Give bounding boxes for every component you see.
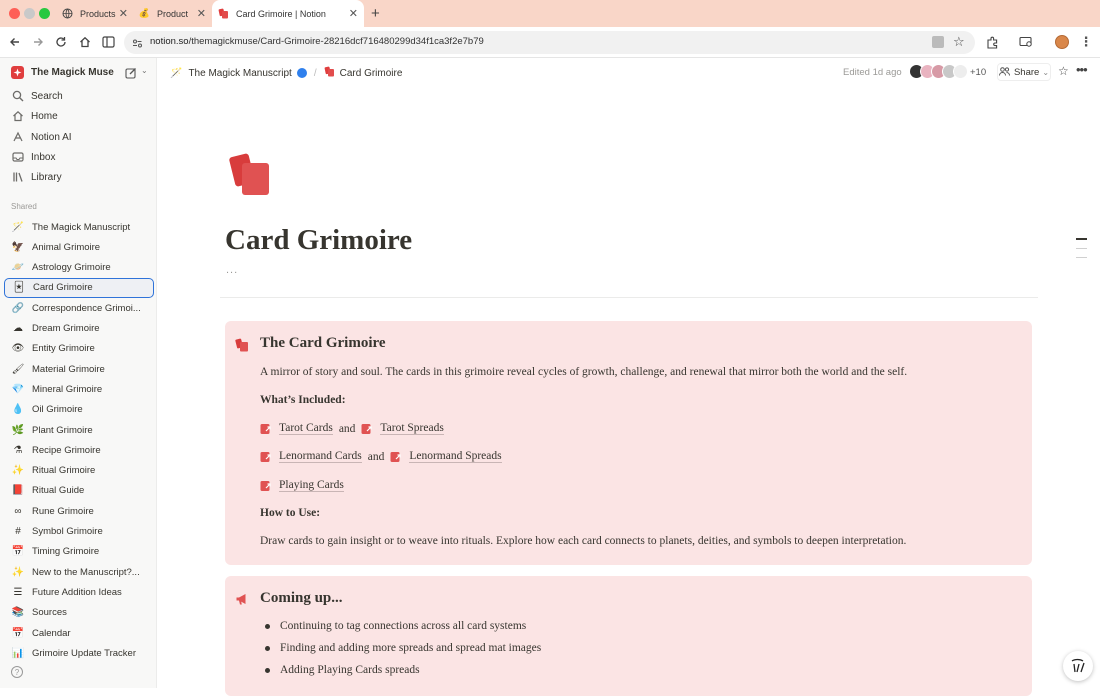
sidebar-page-item[interactable] [11, 461, 153, 481]
collaborators-more-count[interactable]: +10 [970, 67, 987, 78]
sidebar-page-label: Oil Grimoire [32, 404, 83, 416]
bullet-dot [265, 624, 270, 629]
page-cards-icon[interactable] [229, 152, 273, 196]
list-item-text: Adding Playing Cards spreads [280, 664, 420, 676]
sidebar-page-label: Card Grimoire [33, 282, 93, 294]
page-link-tarot-spreads[interactable] [361, 422, 443, 435]
page-icon: ∞ [14, 505, 22, 517]
money-bag-icon: 💰 [138, 8, 151, 18]
wand-icon: 🪄 [170, 67, 183, 79]
browser-tab-card-grimoire[interactable] [212, 0, 364, 27]
page-icon: 🌿 [11, 424, 25, 436]
link-text: Tarot Spreads [380, 422, 444, 434]
sidebar-page-label: Material Grimoire [32, 363, 105, 375]
favorite-star-icon[interactable]: ☆ [1058, 64, 1069, 78]
library-icon [11, 170, 25, 184]
collaborator-avatars[interactable] [909, 64, 968, 80]
included-row [260, 479, 344, 492]
sidebar-page-label: Astrology Grimoire [32, 262, 111, 274]
breadcrumb-current[interactable]: Card Grimoire [339, 67, 403, 79]
sidebar-page-label: Timing Grimoire [32, 546, 100, 558]
callout-intro-text: A mirror of story and soul. The cards in this grimoire reveal cycles of growth, challenge, and renewal that mirror both the world and the self. [260, 366, 908, 378]
new-tab-icon[interactable]: + [371, 5, 380, 22]
cards-icon [235, 338, 249, 352]
sidebar-page-item[interactable] [11, 623, 153, 643]
sidebar-page-label: Grimoire Update Tracker [32, 647, 137, 659]
sidebar-page-item[interactable] [11, 400, 153, 420]
browser-tab-bar [0, 0, 1100, 27]
bookmark-star-icon[interactable]: ☆ [953, 34, 965, 49]
page-icon: 💧 [11, 404, 25, 416]
page-icon: ⚗ [13, 444, 23, 456]
page-link-lenormand-cards[interactable] [260, 450, 362, 463]
back-arrow-icon[interactable] [7, 34, 23, 50]
sidebar-page-item[interactable] [11, 217, 153, 237]
sidebar-page-item[interactable] [11, 258, 153, 278]
cards-icon [218, 8, 229, 19]
toc-indicator[interactable] [1076, 248, 1087, 249]
avatar [953, 64, 968, 79]
share-button[interactable] [997, 63, 1051, 81]
zoom-window-button[interactable] [39, 8, 50, 19]
page-icon: 💎 [11, 383, 25, 395]
divider [220, 297, 1038, 298]
sidebar-page-item[interactable] [11, 440, 153, 460]
tab-label: Products [80, 8, 116, 19]
conjunction-text: and [338, 422, 356, 435]
link-text: Playing Cards [279, 479, 344, 491]
sidebar-page-item[interactable] [11, 562, 153, 582]
globe-icon [62, 8, 73, 19]
linked-page-icon [260, 451, 272, 463]
link-text: Lenormand Spreads [409, 450, 502, 462]
sidebar-page-label: New to the Manuscript?... [32, 566, 140, 578]
close-tab-icon[interactable]: ✕ [348, 8, 358, 20]
sidebar-page-item[interactable] [11, 298, 153, 318]
callout-heading: The Card Grimoire [260, 335, 386, 351]
more-options-icon[interactable]: ••• [1076, 62, 1087, 77]
sidebar-page-label: The Magick Manuscript [32, 221, 131, 233]
home-icon[interactable] [77, 34, 93, 50]
list-item-text: Finding and adding more spreads and spread mat images [280, 642, 542, 654]
howto-heading: How to Use: [260, 507, 321, 519]
page-icon: 🃏 [13, 282, 25, 294]
url-text [150, 36, 484, 47]
verified-badge-icon [297, 68, 307, 78]
link-text: Tarot Cards [279, 422, 333, 434]
sidebar-item-label: Home [31, 110, 58, 122]
sidebar-item-search[interactable] [11, 87, 63, 105]
bullet-dot [265, 646, 270, 651]
page-link-tarot-cards[interactable] [260, 422, 333, 435]
sidebar-page-item[interactable] [11, 359, 153, 379]
list-item-text: Continuing to tag connections across all card systems [280, 620, 527, 632]
sidebar-page-label: Ritual Guide [32, 485, 85, 497]
sidebar-page-label: Mineral Grimoire [32, 383, 103, 395]
sidebar-page-item[interactable] [11, 319, 153, 339]
sidebar-page-label: Future Addition Ideas [32, 586, 122, 598]
help-icon[interactable]: ? [11, 666, 23, 678]
sidebar-page-item[interactable] [11, 582, 153, 602]
sidebar-page-item[interactable] [11, 379, 153, 399]
sidebar-page-item[interactable] [11, 237, 153, 257]
browser-toolbar [0, 27, 1100, 58]
page-icon: ☁ [13, 323, 23, 334]
url-path: /themagickmuse/Card-Grimoire-28216dcf716480299d34f1ca3f2e7b79 [188, 36, 484, 47]
url-host: notion.so [150, 36, 189, 47]
sidebar-page-item[interactable] [11, 542, 153, 562]
chevron-down-icon: ⌄ [1042, 67, 1050, 77]
sidebar-page-label: Recipe Grimoire [32, 444, 101, 456]
sidebar-page-item[interactable] [11, 420, 153, 440]
page-icon: 🔗 [11, 302, 25, 314]
link-text: Lenormand Cards [279, 450, 362, 462]
close-window-button[interactable] [9, 8, 20, 19]
page-icon: 👁 [11, 343, 25, 355]
reload-icon[interactable] [53, 34, 69, 50]
section-label-shared: Shared [11, 202, 37, 211]
browser-tab-products[interactable] [56, 0, 134, 27]
page-extension-icon[interactable] [932, 36, 944, 48]
page-icon: 📊 [11, 647, 25, 659]
new-page-compose-icon[interactable] [125, 66, 137, 84]
cards-icon [324, 66, 335, 80]
sidebar-page-label: Entity Grimoire [32, 343, 95, 355]
page-topbar [157, 58, 1100, 86]
callout-card-grimoire [225, 321, 1032, 565]
sidebar-item-inbox[interactable] [11, 148, 55, 166]
page-icon: ✨ [11, 566, 25, 578]
linked-page-icon [260, 423, 272, 435]
sidebar-item-label: Notion AI [31, 131, 72, 143]
toc-indicator[interactable] [1076, 238, 1087, 240]
sidebar-page-label: Correspondence Grimoi... [32, 302, 141, 314]
page-icon: 🪐 [11, 262, 25, 274]
tab-label: Card Grimoire | Notion [236, 8, 326, 19]
linked-page-icon [260, 480, 272, 492]
sidebar-page-item[interactable] [11, 522, 153, 542]
page-icon: 🖌 [11, 363, 25, 375]
workspace-logo-icon [11, 66, 24, 79]
sidebar-toggle-icon[interactable] [100, 34, 116, 50]
sidebar-page-item[interactable] [4, 278, 154, 298]
sidebar-page-label: Ritual Grimoire [32, 465, 96, 477]
close-tab-icon[interactable]: ✕ [118, 8, 128, 20]
included-row [260, 422, 444, 435]
workspace-switcher[interactable] [11, 66, 114, 79]
page-icon: 📕 [11, 485, 25, 497]
sidebar-page-item[interactable] [11, 339, 153, 359]
sidebar-item-home[interactable] [11, 107, 58, 125]
page-icon: 📅 [11, 627, 25, 639]
page-icon: # [15, 526, 21, 537]
workspace-name: The Magick Muse [31, 67, 114, 78]
search-icon [11, 89, 25, 103]
home-icon [11, 109, 25, 123]
sidebar-page-item[interactable] [11, 501, 153, 521]
browser-tab-product[interactable] [134, 0, 212, 27]
people-icon [999, 67, 1010, 78]
linked-page-icon [390, 451, 402, 463]
breadcrumb [170, 66, 402, 80]
page-icon: ✨ [11, 465, 25, 477]
browser-menu-icon[interactable]: ⋮ [1079, 34, 1093, 49]
conjunction-text: and [367, 450, 385, 463]
breadcrumb-separator: / [313, 67, 317, 79]
sidebar-page-item[interactable] [11, 643, 153, 663]
sidebar-page-label: Rune Grimoire [32, 505, 94, 517]
page-icon: 📚 [11, 607, 25, 619]
sidebar-item-label: Library [31, 171, 62, 183]
toc-indicator[interactable] [1076, 257, 1087, 258]
list-item [265, 642, 541, 654]
notion-sidebar [0, 58, 157, 688]
extensions-puzzle-icon[interactable] [984, 34, 1000, 50]
list-item [265, 664, 420, 676]
sidebar-page-label: Symbol Grimoire [32, 526, 103, 537]
sidebar-page-label: Plant Grimoire [32, 424, 93, 436]
sidebar-item-label: Inbox [31, 151, 56, 163]
bullet-dot [265, 668, 270, 673]
callout-heading: Coming up... [260, 590, 343, 606]
sidebar-page-label: Dream Grimoire [32, 323, 100, 334]
megaphone-icon [235, 592, 249, 606]
sidebar-item-notion-ai[interactable] [11, 128, 72, 146]
included-heading: What’s Included: [260, 394, 346, 406]
sidebar-page-label: Calendar [32, 627, 71, 639]
inbox-icon [11, 150, 25, 164]
minimize-window-button[interactable] [24, 8, 35, 19]
edited-timestamp: Edited 1d ago [843, 67, 902, 78]
sidebar-item-library[interactable] [11, 168, 62, 186]
forward-arrow-icon[interactable] [30, 34, 46, 50]
site-settings-icon[interactable] [132, 36, 143, 54]
notion-ai-floating-button[interactable] [1063, 651, 1093, 681]
close-tab-icon[interactable]: ✕ [196, 8, 206, 20]
ai-icon [11, 130, 25, 144]
sidebar-page-label: Animal Grimoire [32, 241, 101, 253]
sidebar-item-label: Search [31, 90, 63, 102]
page-icon: ☰ [13, 586, 23, 598]
page-link-playing-cards[interactable] [260, 479, 344, 492]
page-link-lenormand-spreads[interactable] [390, 450, 501, 463]
profile-avatar[interactable] [1054, 34, 1070, 50]
sidebar-page-item[interactable] [11, 481, 153, 501]
page-icon: 📅 [11, 546, 25, 558]
list-item [265, 620, 526, 632]
callout-coming-up [225, 576, 1032, 696]
howto-text: Draw cards to gain insight or to weave into rituals. Explore how each card connects to planets, deities, and symbols to deepen interpretation. [260, 535, 907, 547]
ai-face-icon [1069, 657, 1087, 675]
breadcrumb-parent[interactable]: The Magick Manuscript [188, 67, 292, 79]
linked-page-icon [361, 423, 373, 435]
address-bar[interactable] [124, 31, 975, 54]
share-label: Share [1013, 66, 1040, 78]
page-title[interactable]: Card Grimoire [225, 224, 413, 256]
sidebar-page-label: Sources [32, 607, 67, 619]
tab-label: Product [157, 8, 189, 19]
page-icon: 🪄 [11, 221, 25, 233]
sidebar-page-item[interactable] [11, 603, 153, 623]
tab-search-icon[interactable] [1018, 34, 1034, 50]
included-row [260, 450, 502, 463]
page-more-dots[interactable]: ... [226, 264, 239, 276]
chevron-down-icon[interactable]: ⌄ [141, 66, 148, 75]
page-icon: 🦅 [11, 241, 25, 253]
